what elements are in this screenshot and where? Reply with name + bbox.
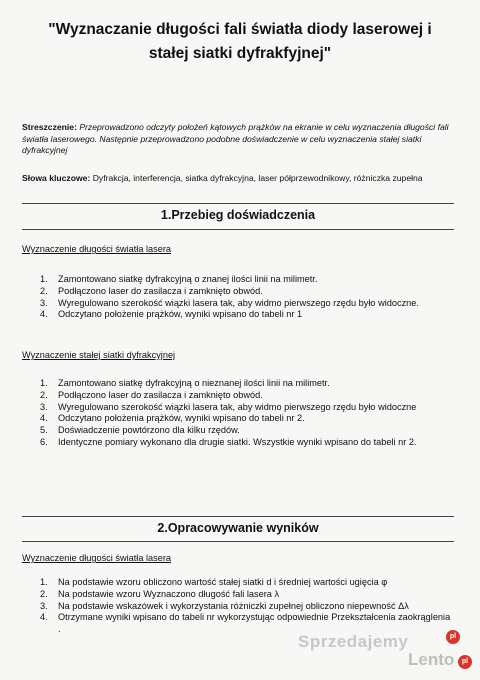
- list-item: 4. Otrzymane wyniki wpisano do tabeli nr wykorzystując odpowiednie Przekształcenia zaokrąglenia .: [40, 612, 451, 635]
- keywords-text: Dyfrakcja, interferencja, siatka dyfrakcyjna, laser półprzewodnikowy, różniczka zupełna: [92, 173, 423, 183]
- list-item: 2. Na podstawie wzoru Wyznaczono długość fali lasera λ: [40, 588, 280, 599]
- section-divider: [22, 516, 454, 517]
- section-divider: [22, 541, 454, 542]
- document-title: [20, 18, 460, 66]
- section-1-sub-1-heading: Wyznaczenie długości światła lasera: [22, 244, 172, 254]
- section-1-title: 1.Przebieg doświadczenia: [160, 208, 316, 222]
- list-item: 4. Odczytano położenia prążków, wyniki wpisano do tabeli nr 2.: [40, 413, 305, 424]
- watermark-lento: Lento: [408, 650, 455, 669]
- abstract: [22, 122, 454, 157]
- abstract-label: Streszczenie:: [22, 122, 77, 132]
- section-2-sub-1-heading: Wyznaczenie długości światła lasera: [22, 553, 172, 563]
- list-item: 2. Podłączono laser do zasilacza i zamknięto obwód.: [40, 389, 263, 400]
- list-item: 2. Podłączono laser do zasilacza i zamknięto obwód.: [40, 285, 263, 296]
- list-item: 4. Odczytano położenie prążków, wyniki wpisano do tabeli nr 1: [40, 309, 303, 320]
- section-divider: [22, 229, 454, 230]
- list-item: 1. Na podstawie wzoru obliczono wartość stałej siatki d i średniej wartości ugięcia φ: [40, 577, 388, 587]
- keywords-label: Słowa kluczowe:: [22, 173, 91, 183]
- section-2-sub-1-list: [22, 577, 452, 636]
- title-line-2: stałej siatki dyfrakfyjnej": [148, 45, 332, 62]
- abstract-text: Przeprowadzono odczyty położeń kątowych prążków na ekranie w celu wyznaczenia długości fali światła laserowego. Następnie przeprowadzono podobne doświadczenie w celu wyznaczenia stałej siatki dyfrakcyjnej: [22, 122, 449, 156]
- title-line-1: "Wyznaczanie długości fali światła diody laserowej i: [48, 21, 432, 38]
- section-1-sub-1-list: [22, 274, 452, 321]
- list-item: 6. Identyczne pomiary wykonano dla drugie siatki. Wszystkie wyniki wpisano do tabeli nr 2.: [40, 436, 417, 447]
- list-item: 1. Zamontowano siatkę dyfrakcyjną o nieznanej ilości linii na milimetr.: [40, 378, 330, 388]
- list-item: 5. Doświadczenie powtórzono dla kilku rzędów.: [40, 425, 240, 436]
- section-divider: [22, 203, 454, 204]
- pl-badge-icon: pl: [458, 655, 472, 669]
- list-item: 3. Wyregulowano szerokość wiązki lasera tak, aby widmo pierwszego rzędu było widoczne: [40, 401, 417, 412]
- section-2-title: 2.Opracowywanie wyników: [157, 521, 319, 535]
- list-item: 3. Na podstawie wskazówek i wykorzystania różniczki zupełnej obliczono niepewność Δλ: [40, 600, 409, 611]
- pl-badge-icon: pl: [446, 630, 460, 644]
- keywords: [22, 173, 454, 185]
- list-item: 3. Wyregulowano szerokość wiązki lasera tak, aby widmo pierwszego rzędu było widoczne.: [40, 297, 419, 308]
- list-item: 1. Zamontowano siatkę dyfrakcyjną o znanej ilości linii na milimetr.: [40, 274, 318, 284]
- section-1-sub-2-list: [22, 378, 452, 449]
- section-1-sub-2-heading: Wyznaczenie stałej siatki dyfrakcyjnej: [22, 350, 176, 360]
- watermark-sprzedajemy: Sprzedajemy: [298, 632, 409, 651]
